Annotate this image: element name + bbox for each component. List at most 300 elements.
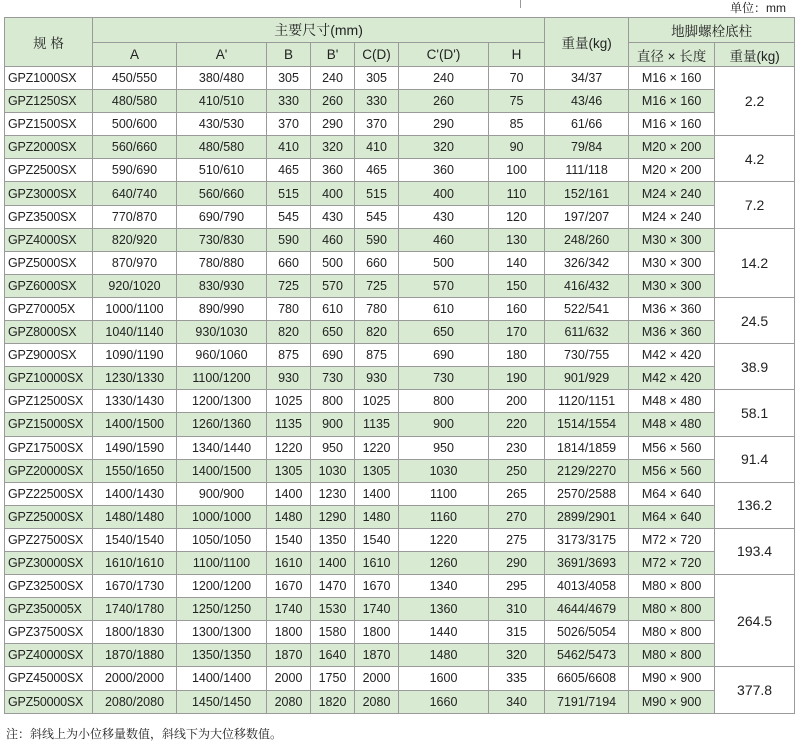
table-row	[5, 413, 795, 436]
cell-weight: 5026/5054	[545, 621, 629, 644]
cell-h: 220	[489, 413, 545, 436]
cell-model: GPZ37500SX	[5, 621, 93, 644]
cell-anchor-size: M30 × 300	[629, 251, 715, 274]
cell-a: 1230/1330	[93, 367, 177, 390]
table-row	[5, 159, 795, 182]
cell-b: 465	[267, 159, 311, 182]
cell-h: 180	[489, 344, 545, 367]
cell-model: GPZ3000SX	[5, 182, 93, 205]
cell-b: 1670	[267, 575, 311, 598]
cell-c-prime: 1340	[399, 575, 489, 598]
cell-c-prime: 900	[399, 413, 489, 436]
table-row	[5, 551, 795, 574]
cell-b-prime: 690	[311, 344, 355, 367]
cell-a: 1870/1880	[93, 644, 177, 667]
cell-b: 1025	[267, 390, 311, 413]
cell-anchor-size: M30 × 300	[629, 228, 715, 251]
cell-anchor-size: M64 × 640	[629, 505, 715, 528]
cell-b-prime: 730	[311, 367, 355, 390]
cell-b: 1740	[267, 598, 311, 621]
cell-b-prime: 400	[311, 182, 355, 205]
cell-a: 590/690	[93, 159, 177, 182]
cell-b: 515	[267, 182, 311, 205]
cell-model: GPZ32500SX	[5, 575, 93, 598]
cell-b: 370	[267, 113, 311, 136]
cell-h: 100	[489, 159, 545, 182]
cell-c: 660	[355, 251, 399, 274]
cell-anchor-size: M80 × 800	[629, 621, 715, 644]
cell-weight: 1814/1859	[545, 436, 629, 459]
cell-a-prime: 1100/1100	[177, 551, 267, 574]
cell-anchor-size: M72 × 720	[629, 528, 715, 551]
cell-b-prime: 320	[311, 136, 355, 159]
cell-weight: 111/118	[545, 159, 629, 182]
cell-a-prime: 1000/1000	[177, 505, 267, 528]
cell-c-prime: 800	[399, 390, 489, 413]
cell-weight: 2129/2270	[545, 459, 629, 482]
cell-weight: 4013/4058	[545, 575, 629, 598]
cell-c-prime: 650	[399, 321, 489, 344]
cell-c-prime: 320	[399, 136, 489, 159]
cell-c: 2000	[355, 667, 399, 690]
cell-c-prime: 1360	[399, 598, 489, 621]
cell-c: 2080	[355, 690, 399, 713]
cell-weight: 611/632	[545, 321, 629, 344]
cell-model: GPZ15000SX	[5, 413, 93, 436]
cell-c: 1220	[355, 436, 399, 459]
cell-weight: 901/929	[545, 367, 629, 390]
header-col-a: A	[93, 43, 177, 67]
header-anchor-weight: 重量(kg)	[715, 43, 795, 67]
cell-b-prime: 500	[311, 251, 355, 274]
cell-c-prime: 1260	[399, 551, 489, 574]
cell-a-prime: 1260/1360	[177, 413, 267, 436]
cell-h: 200	[489, 390, 545, 413]
cell-h: 250	[489, 459, 545, 482]
cell-b: 590	[267, 228, 311, 251]
table-row	[5, 274, 795, 297]
cell-a: 1000/1100	[93, 297, 177, 320]
table-row	[5, 228, 795, 251]
cell-b-prime: 460	[311, 228, 355, 251]
cell-model: GPZ50000SX	[5, 690, 93, 713]
cell-c: 305	[355, 67, 399, 90]
cell-anchor-weight: 136.2	[715, 482, 795, 528]
header-col-b: B	[267, 43, 311, 67]
cell-b-prime: 1230	[311, 482, 355, 505]
cell-c-prime: 360	[399, 159, 489, 182]
cell-weight: 34/37	[545, 67, 629, 90]
table-row	[5, 390, 795, 413]
cell-a: 500/600	[93, 113, 177, 136]
cell-anchor-size: M30 × 300	[629, 274, 715, 297]
cell-b-prime: 610	[311, 297, 355, 320]
cell-model: GPZ2500SX	[5, 159, 93, 182]
cell-c-prime: 1660	[399, 690, 489, 713]
cell-model: GPZ1000SX	[5, 67, 93, 90]
cell-c-prime: 1160	[399, 505, 489, 528]
cell-a: 560/660	[93, 136, 177, 159]
cell-c: 515	[355, 182, 399, 205]
cell-model: GPZ350005X	[5, 598, 93, 621]
cell-anchor-weight: 377.8	[715, 667, 795, 713]
cell-anchor-weight: 193.4	[715, 528, 795, 574]
cell-a-prime: 1200/1300	[177, 390, 267, 413]
table-row	[5, 482, 795, 505]
cell-h: 110	[489, 182, 545, 205]
cell-c-prime: 1100	[399, 482, 489, 505]
cell-b-prime: 430	[311, 205, 355, 228]
cell-a-prime: 930/1030	[177, 321, 267, 344]
cell-a: 2000/2000	[93, 667, 177, 690]
header-main-dims: 主要尺寸(mm)	[93, 18, 545, 43]
cell-a: 2080/2080	[93, 690, 177, 713]
cell-a: 770/870	[93, 205, 177, 228]
cell-b-prime: 900	[311, 413, 355, 436]
cell-c: 1670	[355, 575, 399, 598]
cell-h: 70	[489, 67, 545, 90]
cell-c: 1135	[355, 413, 399, 436]
cell-weight: 522/541	[545, 297, 629, 320]
header-anchor-size: 直径 × 长度	[629, 43, 715, 67]
cell-h: 315	[489, 621, 545, 644]
cell-a-prime: 1350/1350	[177, 644, 267, 667]
table-row	[5, 344, 795, 367]
cell-c: 465	[355, 159, 399, 182]
cell-anchor-size: M16 × 160	[629, 67, 715, 90]
cell-a: 1480/1480	[93, 505, 177, 528]
cell-b-prime: 1350	[311, 528, 355, 551]
cell-c-prime: 950	[399, 436, 489, 459]
cell-weight: 1120/1151	[545, 390, 629, 413]
cell-c: 545	[355, 205, 399, 228]
cell-c-prime: 260	[399, 90, 489, 113]
cell-h: 270	[489, 505, 545, 528]
cell-model: GPZ3500SX	[5, 205, 93, 228]
cell-b-prime: 1820	[311, 690, 355, 713]
cell-weight: 730/755	[545, 344, 629, 367]
cell-h: 290	[489, 551, 545, 574]
cell-anchor-size: M20 × 200	[629, 136, 715, 159]
table-row	[5, 598, 795, 621]
table-row	[5, 113, 795, 136]
cell-model: GPZ12500SX	[5, 390, 93, 413]
cell-model: GPZ9000SX	[5, 344, 93, 367]
cell-c: 370	[355, 113, 399, 136]
cell-b: 305	[267, 67, 311, 90]
cell-c: 1480	[355, 505, 399, 528]
cell-c-prime: 1220	[399, 528, 489, 551]
cell-weight: 248/260	[545, 228, 629, 251]
cell-c: 410	[355, 136, 399, 159]
cell-anchor-size: M90 × 900	[629, 690, 715, 713]
cell-b: 2000	[267, 667, 311, 690]
cell-a-prime: 900/900	[177, 482, 267, 505]
header-weight: 重量(kg)	[545, 18, 629, 67]
cell-b-prime: 1400	[311, 551, 355, 574]
cell-weight: 1514/1554	[545, 413, 629, 436]
cell-model: GPZ45000SX	[5, 667, 93, 690]
table-row	[5, 90, 795, 113]
cell-c-prime: 570	[399, 274, 489, 297]
cell-c-prime: 1600	[399, 667, 489, 690]
cell-weight: 2570/2588	[545, 482, 629, 505]
cell-b-prime: 570	[311, 274, 355, 297]
cell-h: 335	[489, 667, 545, 690]
cell-a-prime: 510/610	[177, 159, 267, 182]
cell-a: 870/970	[93, 251, 177, 274]
cell-anchor-size: M36 × 360	[629, 321, 715, 344]
cell-a: 1490/1590	[93, 436, 177, 459]
cell-h: 190	[489, 367, 545, 390]
cell-c-prime: 730	[399, 367, 489, 390]
cell-model: GPZ5000SX	[5, 251, 93, 274]
cell-c: 1610	[355, 551, 399, 574]
cell-weight: 79/84	[545, 136, 629, 159]
cell-a: 1740/1780	[93, 598, 177, 621]
table-row	[5, 459, 795, 482]
table-row	[5, 251, 795, 274]
cell-anchor-size: M56 × 560	[629, 436, 715, 459]
cell-h: 170	[489, 321, 545, 344]
cell-a-prime: 730/830	[177, 228, 267, 251]
cell-b: 1610	[267, 551, 311, 574]
table-row	[5, 67, 795, 90]
table-header	[5, 18, 795, 67]
cell-model: GPZ4000SX	[5, 228, 93, 251]
cell-a-prime: 780/880	[177, 251, 267, 274]
cell-weight: 3173/3175	[545, 528, 629, 551]
cell-weight: 152/161	[545, 182, 629, 205]
cell-b-prime: 360	[311, 159, 355, 182]
cell-b-prime: 1290	[311, 505, 355, 528]
cell-a: 1610/1610	[93, 551, 177, 574]
cell-weight: 2899/2901	[545, 505, 629, 528]
header-col-b-prime: B'	[311, 43, 355, 67]
table-row	[5, 528, 795, 551]
cell-anchor-size: M80 × 800	[629, 598, 715, 621]
cell-c: 1740	[355, 598, 399, 621]
cell-b: 330	[267, 90, 311, 113]
cell-c: 330	[355, 90, 399, 113]
cell-model: GPZ1250SX	[5, 90, 93, 113]
cell-model: GPZ10000SX	[5, 367, 93, 390]
cell-a: 1540/1540	[93, 528, 177, 551]
cell-h: 320	[489, 644, 545, 667]
cell-a: 1670/1730	[93, 575, 177, 598]
cell-anchor-size: M42 × 420	[629, 344, 715, 367]
cell-a: 1400/1430	[93, 482, 177, 505]
cell-b-prime: 1530	[311, 598, 355, 621]
cell-anchor-weight: 58.1	[715, 390, 795, 436]
table-row	[5, 621, 795, 644]
cell-h: 310	[489, 598, 545, 621]
table-row	[5, 136, 795, 159]
cell-a-prime: 960/1060	[177, 344, 267, 367]
cell-anchor-size: M48 × 480	[629, 390, 715, 413]
cell-b-prime: 650	[311, 321, 355, 344]
cell-model: GPZ17500SX	[5, 436, 93, 459]
header-col-c: C(D)	[355, 43, 399, 67]
cell-anchor-weight: 2.2	[715, 67, 795, 136]
cell-anchor-weight: 91.4	[715, 436, 795, 482]
cell-anchor-size: M24 × 240	[629, 205, 715, 228]
cell-weight: 43/46	[545, 90, 629, 113]
cell-weight: 4644/4679	[545, 598, 629, 621]
cell-h: 275	[489, 528, 545, 551]
cell-c: 1305	[355, 459, 399, 482]
cell-a-prime: 1200/1200	[177, 575, 267, 598]
cell-h: 75	[489, 90, 545, 113]
cell-weight: 197/207	[545, 205, 629, 228]
cell-b: 545	[267, 205, 311, 228]
cell-h: 130	[489, 228, 545, 251]
cell-a: 450/550	[93, 67, 177, 90]
cell-b-prime: 1030	[311, 459, 355, 482]
cell-a-prime: 690/790	[177, 205, 267, 228]
table-row	[5, 505, 795, 528]
cell-b: 780	[267, 297, 311, 320]
cell-a: 920/1020	[93, 274, 177, 297]
cell-c-prime: 1030	[399, 459, 489, 482]
cell-anchor-size: M56 × 560	[629, 459, 715, 482]
cell-h: 85	[489, 113, 545, 136]
cell-weight: 416/432	[545, 274, 629, 297]
cell-h: 340	[489, 690, 545, 713]
cell-b: 1480	[267, 505, 311, 528]
cell-c: 725	[355, 274, 399, 297]
cell-h: 160	[489, 297, 545, 320]
header-col-a-prime: A'	[177, 43, 267, 67]
cell-h: 120	[489, 205, 545, 228]
header-col-c-prime: C'(D')	[399, 43, 489, 67]
table-row	[5, 182, 795, 205]
cell-anchor-size: M90 × 900	[629, 667, 715, 690]
cell-model: GPZ22500SX	[5, 482, 93, 505]
footnote: 注：斜线上为小位移量数值，斜线下为大位移数值。	[6, 727, 283, 741]
table-body	[5, 67, 795, 714]
cell-model: GPZ8000SX	[5, 321, 93, 344]
cell-b-prime: 800	[311, 390, 355, 413]
cell-b-prime: 950	[311, 436, 355, 459]
cell-model: GPZ6000SX	[5, 274, 93, 297]
cell-a: 1040/1140	[93, 321, 177, 344]
cell-a-prime: 830/930	[177, 274, 267, 297]
cell-anchor-weight: 264.5	[715, 575, 795, 667]
cell-c: 1870	[355, 644, 399, 667]
cell-c: 780	[355, 297, 399, 320]
cell-b: 660	[267, 251, 311, 274]
cell-anchor-weight: 38.9	[715, 344, 795, 390]
table-row	[5, 297, 795, 320]
cell-anchor-size: M16 × 160	[629, 90, 715, 113]
cell-model: GPZ25000SX	[5, 505, 93, 528]
cell-b: 725	[267, 274, 311, 297]
cell-weight: 3691/3693	[545, 551, 629, 574]
cell-anchor-size: M80 × 800	[629, 644, 715, 667]
cell-b: 1540	[267, 528, 311, 551]
cell-a-prime: 480/580	[177, 136, 267, 159]
cell-weight: 6605/6608	[545, 667, 629, 690]
cell-weight: 61/66	[545, 113, 629, 136]
cell-c-prime: 430	[399, 205, 489, 228]
table-row	[5, 205, 795, 228]
cell-b: 1220	[267, 436, 311, 459]
cell-b: 1135	[267, 413, 311, 436]
cell-h: 265	[489, 482, 545, 505]
cell-a-prime: 1340/1440	[177, 436, 267, 459]
cell-a: 480/580	[93, 90, 177, 113]
cell-b: 2080	[267, 690, 311, 713]
cell-a: 820/920	[93, 228, 177, 251]
table-row	[5, 367, 795, 390]
cell-b-prime: 1470	[311, 575, 355, 598]
table-row	[5, 644, 795, 667]
top-divider	[520, 0, 521, 8]
cell-c: 875	[355, 344, 399, 367]
cell-anchor-size: M24 × 240	[629, 182, 715, 205]
cell-anchor-size: M16 × 160	[629, 113, 715, 136]
cell-b: 1800	[267, 621, 311, 644]
cell-c-prime: 460	[399, 228, 489, 251]
cell-a-prime: 430/530	[177, 113, 267, 136]
unit-label: 单位：mm	[730, 1, 786, 15]
cell-model: GPZ40000SX	[5, 644, 93, 667]
cell-a-prime: 1300/1300	[177, 621, 267, 644]
cell-c: 1025	[355, 390, 399, 413]
cell-model: GPZ27500SX	[5, 528, 93, 551]
cell-model: GPZ2000SX	[5, 136, 93, 159]
cell-weight: 5462/5473	[545, 644, 629, 667]
cell-b-prime: 1580	[311, 621, 355, 644]
cell-a: 1090/1190	[93, 344, 177, 367]
cell-model: GPZ30000SX	[5, 551, 93, 574]
cell-a-prime: 1450/1450	[177, 690, 267, 713]
cell-b: 875	[267, 344, 311, 367]
cell-b: 1870	[267, 644, 311, 667]
cell-a: 1400/1500	[93, 413, 177, 436]
cell-anchor-size: M42 × 420	[629, 367, 715, 390]
cell-a-prime: 380/480	[177, 67, 267, 90]
cell-anchor-size: M80 × 800	[629, 575, 715, 598]
cell-h: 295	[489, 575, 545, 598]
cell-c-prime: 1480	[399, 644, 489, 667]
spec-table	[4, 17, 795, 714]
cell-a: 1550/1650	[93, 459, 177, 482]
cell-h: 90	[489, 136, 545, 159]
cell-h: 140	[489, 251, 545, 274]
cell-anchor-size: M36 × 360	[629, 297, 715, 320]
cell-anchor-weight: 14.2	[715, 228, 795, 297]
cell-b-prime: 1640	[311, 644, 355, 667]
cell-h: 150	[489, 274, 545, 297]
cell-h: 230	[489, 436, 545, 459]
table-row	[5, 321, 795, 344]
cell-c-prime: 240	[399, 67, 489, 90]
cell-c-prime: 690	[399, 344, 489, 367]
cell-a-prime: 1050/1050	[177, 528, 267, 551]
cell-anchor-size: M20 × 200	[629, 159, 715, 182]
cell-b: 410	[267, 136, 311, 159]
cell-c: 820	[355, 321, 399, 344]
cell-anchor-size: M72 × 720	[629, 551, 715, 574]
cell-b: 1305	[267, 459, 311, 482]
cell-a-prime: 1250/1250	[177, 598, 267, 621]
cell-a-prime: 890/990	[177, 297, 267, 320]
cell-c: 1800	[355, 621, 399, 644]
cell-a: 1800/1830	[93, 621, 177, 644]
cell-c-prime: 290	[399, 113, 489, 136]
